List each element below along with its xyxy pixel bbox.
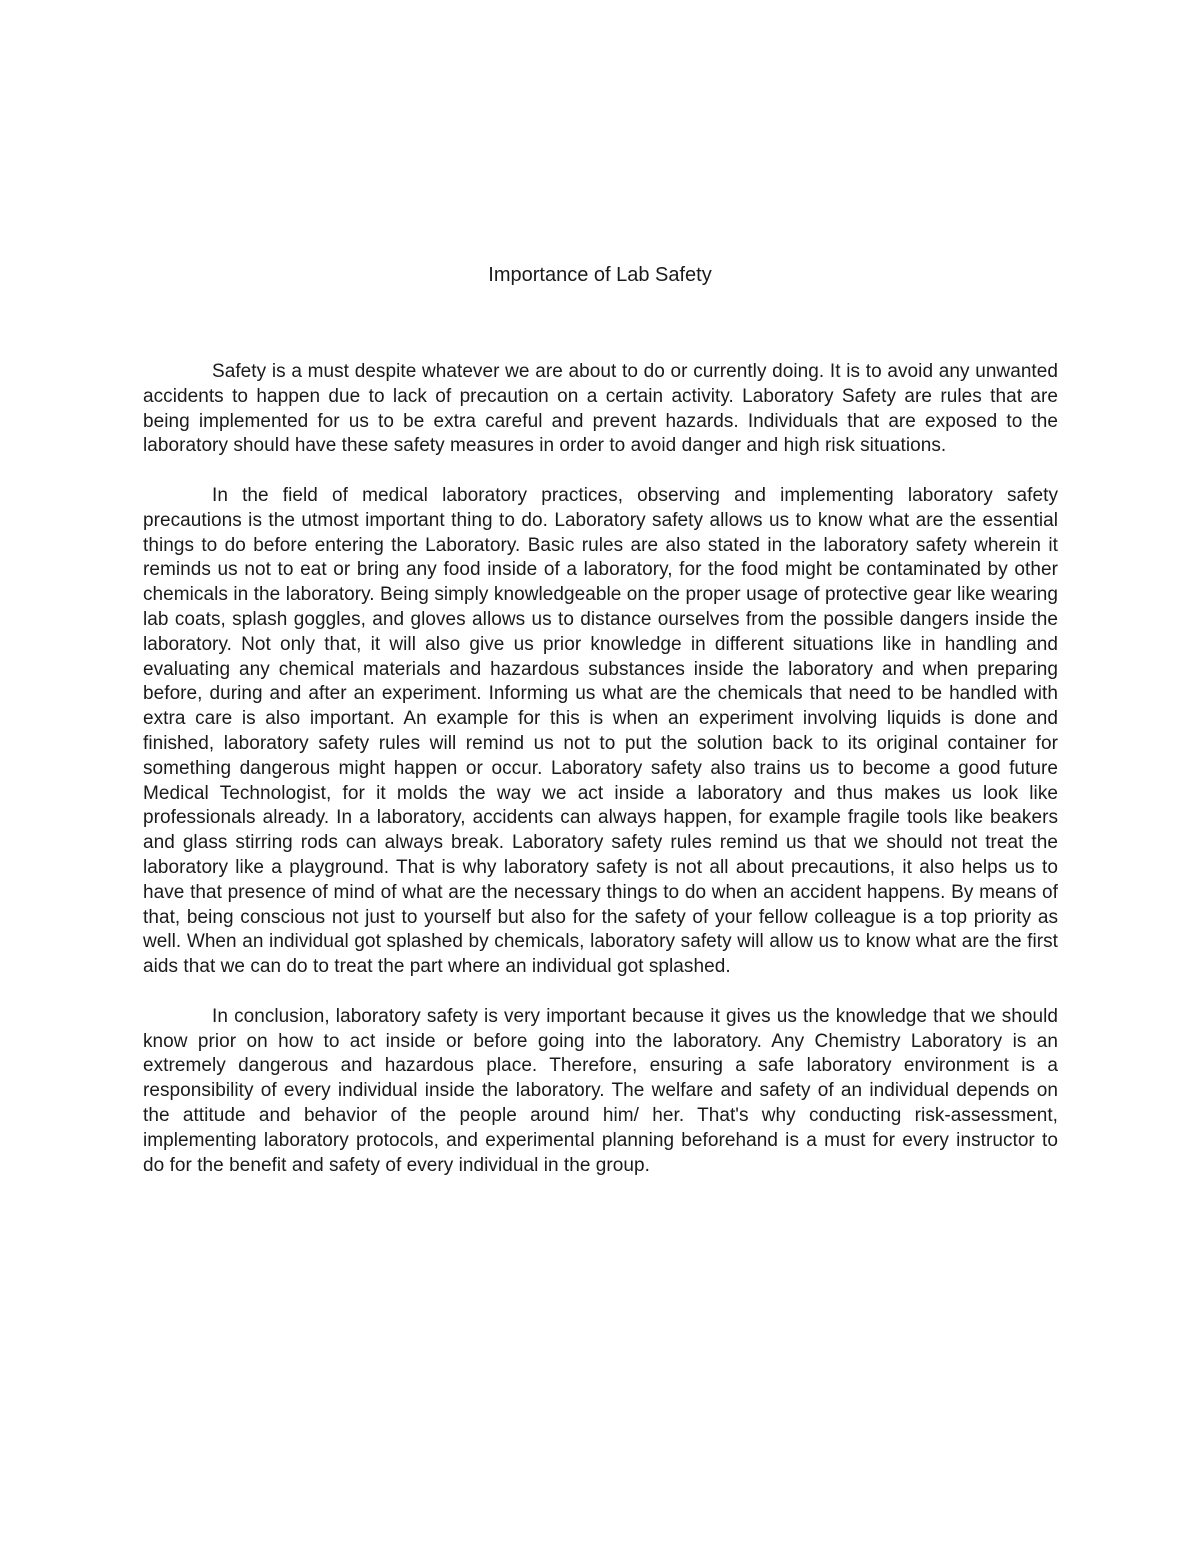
document-body [143,360,1058,1203]
paragraph-introduction: Safety is a must despite whatever we are about to do or currently doing. It is to avoid any unwanted accidents to happen due to lack of precaution on a certain activity. Laboratory Safety are rules that are being implemented for us to be extra careful and prevent hazards. Individuals that are exposed to the laboratory should have these safety measures in order to avoid danger and high risk situations. [143,361,1058,457]
paragraph-body: In the field of medical laboratory practices, observing and implementing laboratory safety precautions is the utmost important thing to do. Laboratory safety allows us to know what are the essential things to do before entering the Laboratory. Basic rules are also stated in the laboratory safety wherein it reminds us not to eat or bring any food inside of a laboratory, for the food might be contaminated by other chemicals in the laboratory. Being simply knowledgeable on the proper usage of protective gear like wearing lab coats, splash goggles, and gloves allows us to distance ourselves from the possible dangers inside the laboratory. Not only that, it will also give us prior knowledge in different situations like in handling and evaluating any chemical materials and hazardous substances inside the laboratory and when preparing before, during and after an experiment. Informing us what are the chemicals that need to be handled with extra care is also important. An example for this is when an experiment involving liquids is done and finished, laboratory safety rules will remind us not to put the solution back to its original container for something dangerous might happen or occur. Laboratory safety also trains us to become a good future Medical Technologist, for it molds the way we act inside a laboratory and thus makes us look like professionals already. In a laboratory, accidents can always happen, for example fragile tools like beakers and glass stirring rods can always break. Laboratory safety rules remind us that we should not treat the laboratory like a playground. That is why laboratory safety is not all about precautions, it also helps us to have that presence of mind of what are the necessary things to do when an accident happens. By means of that, being conscious not just to yourself but also for the safety of your fellow colleague is a top priority as well. When an individual got splashed by chemicals, laboratory safety will allow us to know what are the first aids that we can do to treat the part where an individual got splashed. [143,484,1058,978]
document-title: Importance of Lab Safety [488,264,712,286]
paragraph-conclusion: In conclusion, laboratory safety is very important because it gives us the knowledge that we should know prior on how to act inside or before going into the laboratory. Any Chemistry Laboratory is an extremely dangerous and hazardous place. Therefore, ensuring a safe laboratory environment is a responsibility of every individual inside the laboratory. The welfare and safety of an individual depends on the attitude and behavior of the people around him/ her. That's why conducting risk-assessment, implementing laboratory protocols, and experimental planning beforehand is a must for every instructor to do for the benefit and safety of every individual in the group. [143,1005,1058,1176]
